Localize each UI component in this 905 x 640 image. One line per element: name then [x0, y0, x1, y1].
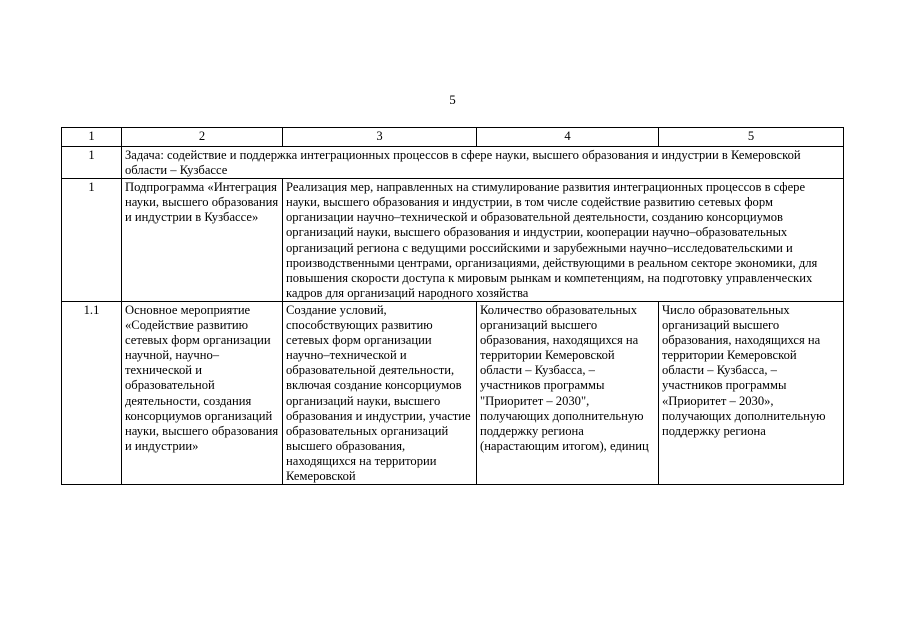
- header-cell: 2: [122, 128, 283, 147]
- subprogram-row-number: 1: [62, 179, 122, 302]
- task-row: [62, 147, 844, 179]
- header-cell: 1: [62, 128, 122, 147]
- page-number: 5: [449, 92, 456, 107]
- event-indicator-text: Количество образовательных организаций высшего образования, находящихся на территории Кемеровской области – Кузбасса, – участников программы "Приоритет – 2030", получающих дополнительную поддержку региона (нарастающим итогом), единиц: [480, 302, 649, 453]
- subprogram-row: [62, 179, 844, 302]
- program-table: [61, 127, 844, 485]
- event-name-text: Основное мероприятие «Содействие развитию сетевых форм организации научной, научно–технической и образовательной деятельности, создания консорциумов организаций науки, высшего образования и индустрии»: [125, 302, 279, 453]
- header-cell: 3: [283, 128, 477, 147]
- event-method: [659, 301, 844, 484]
- task-text: Задача: содействие и поддержка интеграционных процессов в сфере науки, высшего образования и индустрии в Кемеровской области – Кузбассе: [122, 147, 844, 179]
- event-goal: [283, 301, 477, 484]
- header-cell: 4: [477, 128, 659, 147]
- event-name: [122, 301, 283, 484]
- event-row-number: 1.1: [62, 301, 122, 484]
- event-row: [62, 301, 844, 484]
- subprogram-name: Подпрограмма «Интеграция науки, высшего образования и индустрии в Кузбассе»: [122, 179, 283, 302]
- event-method-text: Число образовательных организаций высшего образования, находящихся на территории Кемеровской области – Кузбасса, – участников программы «Приоритет – 2030», получающих дополнительную поддержку региона: [662, 302, 826, 438]
- header-cell: 5: [659, 128, 844, 147]
- event-indicator: [477, 301, 659, 484]
- task-row-number: 1: [62, 147, 122, 179]
- subprogram-description: Реализация мер, направленных на стимулирование развития интеграционных процессов в сфере науки, высшего образования и индустрии, в том числе содействие развитию сетевых форм организации научно–технической и образовательной деятельности, созданию консорциумов организаций науки, высшего образования и индустрии, кооперации научно–образовательных организаций региона с ведущими российскими и зарубежными научно–исследовательскими и производственными центрами, организациями, действующими в реальном секторе экономики, для повышения скорости доступа к мировым рынкам и компетенциям, на подготовку управленческих кадров для организаций народного хозяйства: [283, 179, 844, 302]
- table-header-row: [62, 128, 844, 147]
- event-goal-text: Создание условий, способствующих развитию сетевых форм организации научно–технической и образовательной деятельности, включая создание консорциумов организаций науки, высшего образования и индустрии, участие образовательных организаций высшего образования, находящихся на территории Кемеровской: [286, 302, 471, 483]
